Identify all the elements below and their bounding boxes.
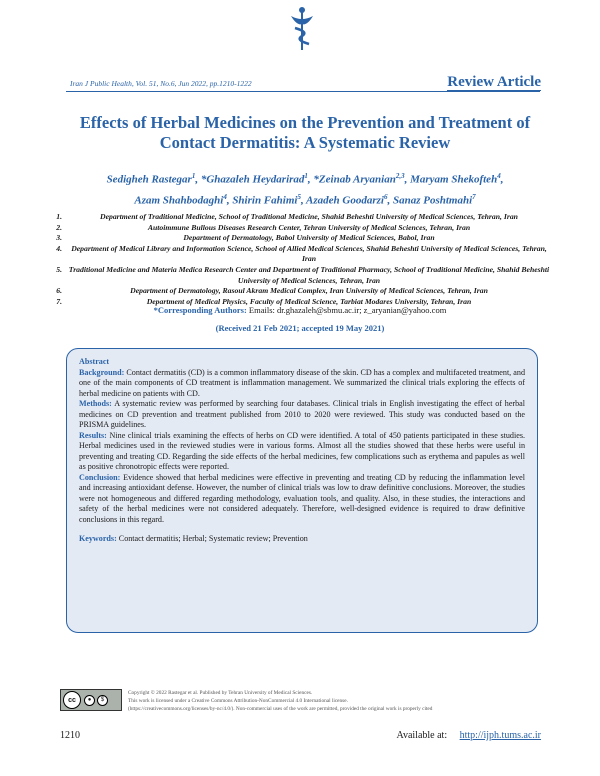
corresponding-authors xyxy=(60,305,540,315)
author: Azam Shahbodaghi xyxy=(134,194,224,207)
received-dates: (Received 21 Feb 2021; accepted 19 May 2021) xyxy=(215,323,385,333)
journal-url-link[interactable]: http://ijph.tums.ac.ir xyxy=(459,730,541,741)
affiliation-item: 3. Department of Dermatology, Babol University of Medical Sciences, Babol, Iran xyxy=(56,233,435,243)
license-text: Copyright © 2022 Rastegar et al. Published by Tehran University of Medical Sciences. This work is licensed under a Creative Commons Attribution-NonCommercial 4.0 International license. (https://creativecommons.org/licenses/by-nc/4.0/). Non-commercial uses of the work are permitted, provided the original work is properly cited xyxy=(128,690,433,712)
abstract-box xyxy=(66,348,538,633)
author: Sanaz Poshtmahi xyxy=(392,194,473,207)
author: *Zeinab Aryanian xyxy=(313,173,396,186)
author: Sedigheh Rastegar xyxy=(106,173,192,186)
abstract-keywords: Keywords: Contact dermatitis; Herbal; Systematic review; Prevention xyxy=(79,534,308,543)
nc-icon: $ xyxy=(97,695,108,706)
corresponding-emails: Emails: dr.ghazaleh@sbmu.ac.ir; z_aryanian@yahoo.com xyxy=(248,305,447,315)
author-list: Sedigheh Rastegar$^1$, *Ghazaleh Heydarirad$^1$, *Zeinab Aryanian$^{2,3}$, Maryam Shekofteh$^4$, Azam Shahbodaghi$^4$, Shirin Fahimi$^5$, Azadeh Goodarzi$^6$, Sanaz Poshtmahi$^7$ xyxy=(106,172,504,207)
abstract-conclusion: Conclusion: Evidence showed that herbal medicines were effective in preventing and treating CD by reducing the inflammation level and increasing antioxidant defense. However, the number of clinical trials was low to draw definitive conclusions. Moreover, the studies were not homogeneous and differed regarding methodology, evaluation tools, and quality. Also, in these studies, the interactions and safety of the herbal medicines were not considered adequately. Therefore, well-designed evidence is required to draw definitive conclusions in this regard. xyxy=(79,472,525,524)
journal-citation: Iran J Public Health, Vol. 51, No.6, Jun 2022, pp.1210-1222 xyxy=(70,79,252,88)
author: *Ghazaleh Heydarirad xyxy=(200,173,305,186)
availability xyxy=(396,730,541,741)
author: Maryam Shekofteh xyxy=(410,173,498,186)
affiliation-item: 1. Department of Traditional Medicine, School of Traditional Medicine, Shahid Beheshti University of Medical Sciences, Tehran, Iran xyxy=(56,212,518,221)
page-number: 1210 xyxy=(60,730,80,741)
abstract-methods: Methods: A systematic review was performed by searching four databases. Clinical trials in English investigating the effect of herbal medicines on CD prevention and treatment published from 2010 to 2020 were reviewed. This study was conducted based on the PRISMA guidelines. xyxy=(79,399,525,429)
article-type-label: Review Article xyxy=(447,74,541,90)
affiliation-item: 2. Autoimmune Bullous Diseases Research Center, Tehran University of Medical Sciences, Tehran, Iran xyxy=(56,222,471,232)
abstract-heading: Abstract xyxy=(79,357,110,366)
abstract-results: Results: Nine clinical trials examining the effects of herbs on CD were identified. A total of 450 patients participated in these studies. Herbal medicines used in the reviewed studies were in various forms. Almost all the studies showed that these herbs were useful in preventing and treating CD. Regarding the side effects of the herbal medicines, few complications such as erythema and papules as well as positive chronotropic effects were reported. xyxy=(79,430,525,471)
affiliation-item: 6. Department of Dermatology, Rasoul Akram Medical Complex, Iran University of Medical Sciences, Tehran, Iran xyxy=(56,286,488,296)
affiliation-item: 5. Traditional Medicine and Materia Medica Research Center and Department of Traditional Pharmacy, School of Traditional Medicine, Shahid Beheshti University of Medical Sciences, Tehran, Iran xyxy=(56,264,550,285)
author: Azadeh Goodarzi xyxy=(306,194,384,207)
available-label: Available at: xyxy=(396,730,448,741)
abstract-background: Background: Contact dermatitis (CD) is a common inflammatory disease of the skin. CD has a complex and multifaceted treatment, and one of the main components of CD treatment is inflammation management. We summarized the clinical trials exploring the effects of herbal medicine on patients with CD. xyxy=(79,367,525,398)
affiliation-item: 7. Department of Medical Physics, Faculty of Medical Science, Tarbiat Modares University, Tehran, Iran xyxy=(56,296,472,306)
by-icon: ● xyxy=(84,695,95,706)
corresponding-label: *Corresponding Authors: xyxy=(153,305,247,315)
cc-icon: cc xyxy=(63,691,81,709)
caduceus-emblem-icon xyxy=(287,6,317,52)
author: Shirin Fahimi xyxy=(232,194,298,207)
header-divider xyxy=(66,91,540,92)
cc-license-badge[interactable] xyxy=(60,689,122,711)
affiliation-list xyxy=(50,212,550,307)
affiliation-item: 4. Department of Medical Library and Information Science, School of Allied Medical Sciences, Shahid Beheshti University of Medical Sciences, Tehran, Iran xyxy=(56,243,547,264)
article-title: Effects of Herbal Medicines on the Prevention and Treatment of Contact Dermatitis: A Systematic Review xyxy=(79,113,531,152)
